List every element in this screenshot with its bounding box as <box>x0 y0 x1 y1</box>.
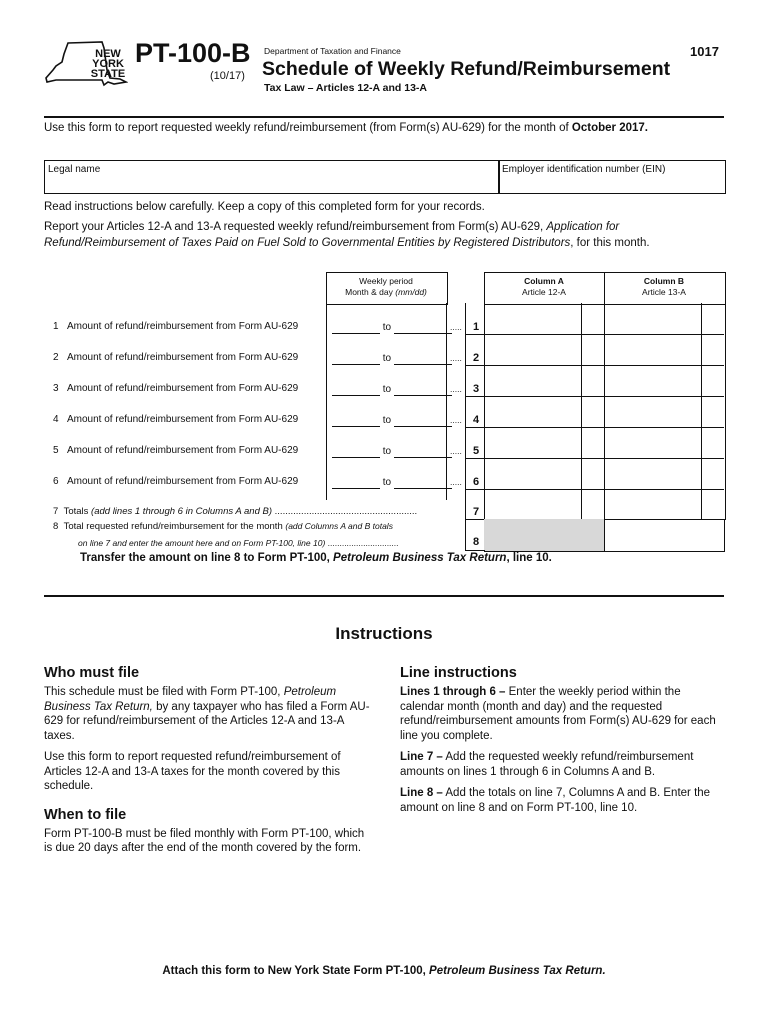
row-1-column-b-input[interactable] <box>607 306 703 334</box>
period-header-format: (mm/dd) <box>395 287 427 297</box>
logo-line-new: NEW <box>95 48 121 60</box>
row-1-line-num: 1 <box>473 321 480 333</box>
report-month: October 2017. <box>571 122 648 134</box>
who-p1a: This schedule must be filed with Form PT-100, <box>44 686 284 698</box>
l1-text: Enter the weekly period within the calendar month (month and day) and the requested refund/reimbursement amounts from Form(s) AU-629 for each line you complete. <box>400 686 716 742</box>
row-divider-3 <box>465 396 724 397</box>
row-1-column-a-input[interactable] <box>487 306 583 334</box>
ein-input[interactable] <box>502 177 724 192</box>
line-8-total-input[interactable] <box>607 522 724 550</box>
instructions-heading: Instructions <box>335 624 433 643</box>
row-3-dots: ..... <box>450 384 462 394</box>
row-3-line-num: 3 <box>473 383 480 395</box>
when-to-file-heading: When to file <box>44 806 127 823</box>
row-1-period <box>332 321 452 334</box>
line8-num-left <box>465 519 466 551</box>
row-6-column-a-input[interactable] <box>487 461 583 489</box>
line-8-instruction <box>400 786 724 815</box>
row-divider-4 <box>465 427 724 428</box>
legal-name-label: Legal name <box>48 164 101 175</box>
row-5-dots: ..... <box>450 446 462 456</box>
form-number: PT-100-B <box>135 38 251 68</box>
section-rule <box>44 595 724 597</box>
row-4-period-start[interactable] <box>332 414 380 427</box>
row-1-period-end[interactable] <box>394 321 452 334</box>
who-must-file-p1 <box>44 685 374 743</box>
period-header <box>326 276 446 298</box>
row-6-period-end[interactable] <box>394 476 452 489</box>
row-2-dots: ..... <box>450 353 462 363</box>
department-name: Department of Taxation and Finance <box>264 46 401 56</box>
line-7-instruction <box>400 750 724 779</box>
l8-bold: Line 8 – <box>400 787 443 799</box>
row-divider-5 <box>465 458 724 459</box>
row-4-label: Amount of refund/reimbursement from Form AU-629 <box>67 414 299 425</box>
row-4-num: 4 <box>53 414 59 425</box>
column-a-subtitle: Article 12-A <box>522 287 566 297</box>
line-7-line-num: 7 <box>473 506 480 518</box>
line-8-dots: .............................. <box>325 538 399 548</box>
row-5-period <box>332 445 452 458</box>
line-7-italic: (add lines 1 through 6 in Columns A and B) <box>91 506 273 517</box>
transfer-text: Transfer the amount on line 8 to Form PT-100, <box>80 552 334 564</box>
right-column <box>400 665 724 815</box>
who-p1b: by any taxpayer who has filed a Form AU-629 for refund/reimbursement of the Articles 12-A and 13-A taxes. <box>44 700 370 742</box>
row-divider-6 <box>465 489 724 490</box>
row-6-period-start[interactable] <box>332 476 380 489</box>
row-4-period <box>332 414 452 427</box>
row-4-to: to <box>382 415 392 426</box>
row-3-period <box>332 383 452 396</box>
column-b-title: Column B <box>643 276 685 286</box>
row-4-column-a-input[interactable] <box>487 399 583 427</box>
line-1-6-instruction <box>400 685 724 743</box>
intro-text <box>44 122 648 134</box>
column-a-header <box>484 276 604 298</box>
form-code: 1017 <box>690 44 719 59</box>
column-b-header <box>604 276 724 298</box>
line-instructions-heading: Line instructions <box>400 665 517 681</box>
period-header-line1: Weekly period <box>359 276 413 286</box>
row-1-num: 1 <box>53 321 59 332</box>
line-7-label: Totals <box>63 506 89 517</box>
when-to-file-p: Form PT-100-B must be filed monthly with Form PT-100, which is due 20 days after the end of the month covered by the form. <box>44 827 365 854</box>
state-logo-text <box>86 49 130 79</box>
row-divider-2 <box>465 365 724 366</box>
footer-note <box>44 965 724 977</box>
report-end: , for this month. <box>570 237 650 249</box>
row-2-column-a-input[interactable] <box>487 337 583 365</box>
row-3-period-start[interactable] <box>332 383 380 396</box>
row-6-period <box>332 476 452 489</box>
row-6-label: Amount of refund/reimbursement from Form AU-629 <box>67 476 299 487</box>
row-1-to: to <box>382 322 392 333</box>
report-italic-2: Refund/Reimbursement of Taxes Paid on Fuel Sold to Governmental Entities by Registered Distributors <box>44 237 571 249</box>
read-instructions: Read instructions below carefully. Keep a copy of this completed form for your records. <box>44 201 485 213</box>
l7-text: Add the requested weekly refund/reimbursement amounts on lines 1 through 6 in Columns A and B. <box>400 751 694 778</box>
row-3-column-a-input[interactable] <box>487 368 583 396</box>
line-7-dots: ...................................................... <box>272 506 418 517</box>
transfer-end: , line 10. <box>506 552 552 564</box>
period-header-line2: Month & day <box>345 287 393 297</box>
row-1-dots: ..... <box>450 322 462 332</box>
row-5-period-end[interactable] <box>394 445 452 458</box>
row-2-period-start[interactable] <box>332 352 380 365</box>
report-text: Report your Articles 12-A and 13-A requested weekly refund/reimbursement from Form(s) AU-629, <box>44 221 547 233</box>
line-8-num: 8 <box>53 521 59 532</box>
logo-line-york: YORK <box>92 58 124 70</box>
row-3-label: Amount of refund/reimbursement from Form AU-629 <box>67 383 299 394</box>
row-6-column-b-input[interactable] <box>607 461 703 489</box>
row-5-to: to <box>382 446 392 457</box>
row-5-column-b-input[interactable] <box>607 430 703 458</box>
line-7-num: 7 <box>53 506 59 517</box>
row-4-line-num: 4 <box>473 414 480 426</box>
row-2-column-b-input[interactable] <box>607 337 703 365</box>
line-8-italic-2: on line 7 and enter the amount here and on Form PT-100, line 10) <box>78 538 326 548</box>
ein-label: Employer identification number (EIN) <box>502 164 666 175</box>
who-must-file-heading: Who must file <box>44 665 140 681</box>
line-7-column-b-input[interactable] <box>607 492 703 519</box>
legal-name-input[interactable] <box>48 177 497 192</box>
line-7 <box>53 506 417 517</box>
line-8-italic-1: (add Columns A and B totals <box>285 521 393 531</box>
row-3-num: 3 <box>53 383 59 394</box>
row-6-dots: ..... <box>450 477 462 487</box>
column-a-title: Column A <box>524 276 564 286</box>
left-column <box>44 665 374 856</box>
line-8-line-num: 8 <box>473 536 480 548</box>
form-date: (10/17) <box>210 70 245 82</box>
intro-sentence: Use this form to report requested weekly refund/reimbursement (from Form(s) AU-629) for the month of <box>44 122 572 134</box>
row-divider-1 <box>465 334 724 335</box>
row-3-to: to <box>382 384 392 395</box>
footer-text: Attach this form to New York State Form PT-100, <box>162 965 430 977</box>
row-3-column-b-input[interactable] <box>607 368 703 396</box>
row-5-period-start[interactable] <box>332 445 380 458</box>
l7-bold: Line 7 – <box>400 751 443 763</box>
who-p1-italic: Petroleum Business Tax Return, <box>44 686 337 713</box>
transfer-note <box>80 552 552 564</box>
period-col-left <box>326 303 327 500</box>
row-2-period-end[interactable] <box>394 352 452 365</box>
transfer-italic: Petroleum Business Tax Return <box>333 552 507 564</box>
footer-italic: Petroleum Business Tax Return. <box>429 965 606 977</box>
row-2-label: Amount of refund/reimbursement from Form AU-629 <box>67 352 299 363</box>
row-2-to: to <box>382 353 392 364</box>
line8-left-grey <box>484 519 604 552</box>
line-8-label: Total requested refund/reimbursement for the month <box>63 521 283 532</box>
row-5-label: Amount of refund/reimbursement from Form AU-629 <box>67 445 299 456</box>
line-8-continued <box>78 538 399 548</box>
form-title: Schedule of Weekly Refund/Reimbursement <box>262 58 671 80</box>
row-2-period <box>332 352 452 365</box>
logo-line-state: STATE <box>90 68 126 80</box>
row-5-num: 5 <box>53 445 59 456</box>
row-6-to: to <box>382 477 392 488</box>
report-italic-1: Application for <box>546 221 620 233</box>
header-rule <box>44 116 724 118</box>
row-6-line-num: 6 <box>473 476 480 488</box>
line-8 <box>53 521 393 532</box>
row-6-num: 6 <box>53 476 59 487</box>
who-must-file-p2: Use this form to report requested refund/reimbursement of Articles 12-A and 13-A taxes for the month covered by this schedule. <box>44 751 341 792</box>
l1-bold: Lines 1 through 6 – <box>400 686 506 698</box>
column-ab-divider <box>604 303 605 519</box>
row-3-period-end[interactable] <box>394 383 452 396</box>
row-1-period-start[interactable] <box>332 321 380 334</box>
row-4-dots: ..... <box>450 415 462 425</box>
row-5-column-a-input[interactable] <box>487 430 583 458</box>
line-7-column-a-input[interactable] <box>487 492 583 519</box>
row-2-line-num: 2 <box>473 352 480 364</box>
column-b-subtitle: Article 13-A <box>642 287 686 297</box>
form-subtitle: Tax Law – Articles 12-A and 13-A <box>264 82 428 94</box>
row-4-column-b-input[interactable] <box>607 399 703 427</box>
row-2-num: 2 <box>53 352 59 363</box>
row-4-period-end[interactable] <box>394 414 452 427</box>
row-1-label: Amount of refund/reimbursement from Form AU-629 <box>67 321 299 332</box>
l8-text: Add the totals on line 7, Columns A and B. Enter the amount on line 8 and on Form PT-100, line 10. <box>400 787 711 814</box>
line8-left-border <box>465 550 485 551</box>
report-instructions <box>44 219 734 251</box>
row-5-line-num: 5 <box>473 445 480 457</box>
